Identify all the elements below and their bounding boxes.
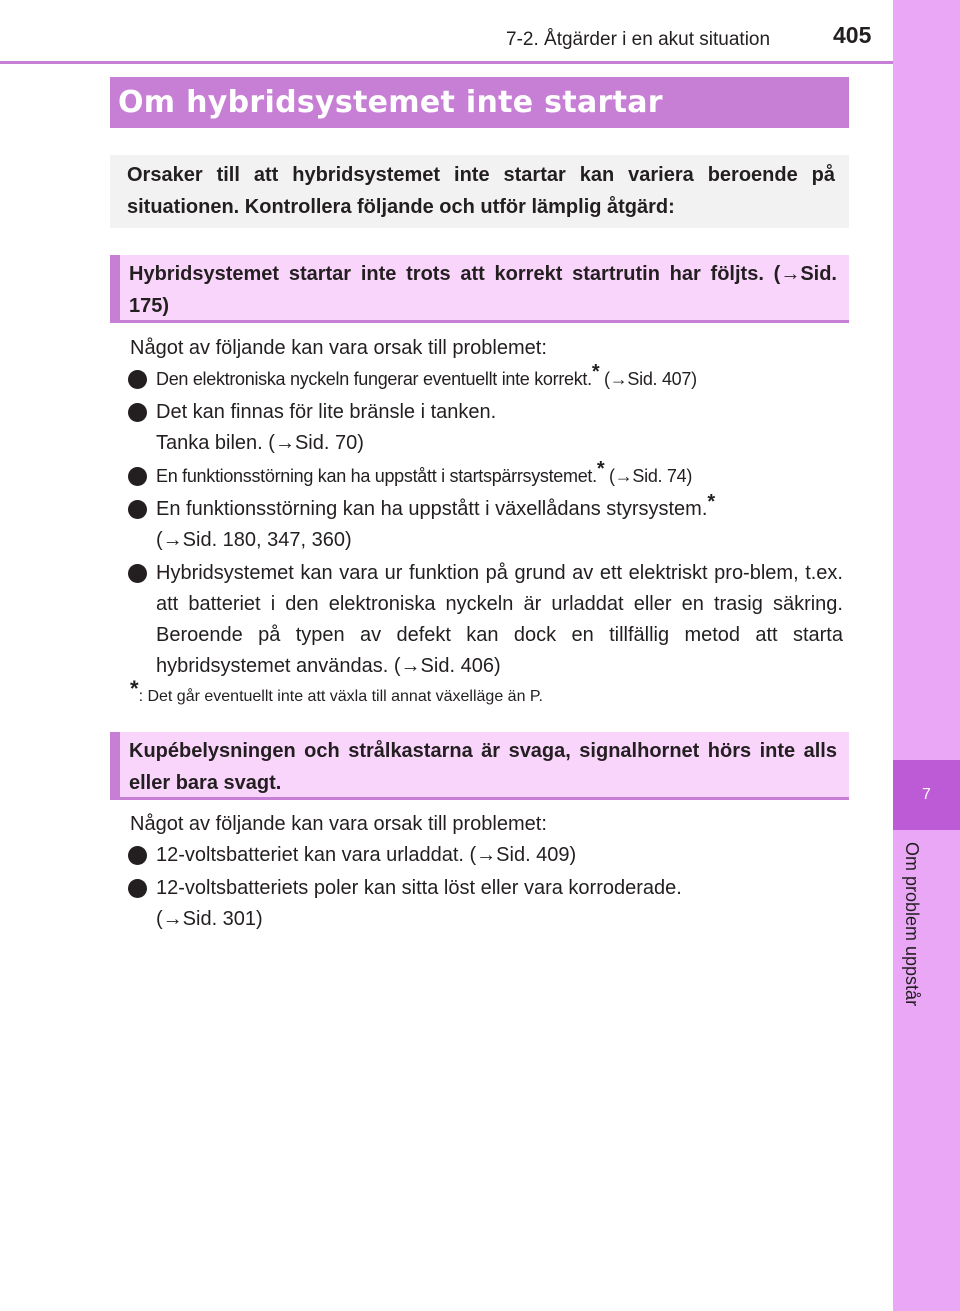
list-item-text: Det kan finnas för lite bränsle i tanken. [156,401,497,423]
bullet-icon [128,467,147,486]
page-title: Om hybridsystemet inte startar [110,77,849,128]
section1-list [128,361,843,684]
footnote-text: : Det går eventuellt inte att växla till annat växelläge än P. [138,688,543,705]
bullet-icon [128,500,147,519]
bullet-icon [128,879,147,898]
list-item-text: En funktionsstörning kan ha uppstått i startspärrsystemet. [156,466,597,486]
section1-lead: Något av följande kan vara orsak till problemet: [130,337,547,359]
list-item [128,361,843,395]
section1-heading-text: Hybridsystemet startar inte trots att korrekt startrutin har följts. [129,263,764,285]
footnote-marker: * [591,361,600,383]
header-rule [0,61,893,64]
chapter-label: Om problem uppstår [902,842,922,1007]
page-number: 405 [833,22,872,48]
chapter-number: 7 [893,760,960,830]
page-reference: (→Sid. 407) [599,369,697,389]
footnote [130,676,543,706]
list-item [128,397,843,459]
list-item-text: Hybridsystemet kan vara ur funktion på grund av ett elektriskt pro-blem, t.ex. att batteriet i den elektroniska nyckeln är urladdat eller en trasig säkring. Beroende på typen av defekt kan dock en tillfällig metod att starta hybridsystemet användas. (→Sid. 406) [156,562,843,677]
list-item [128,458,843,492]
list-item-text-line2: Tanka bilen. (→Sid. 70) [156,432,364,454]
section-breadcrumb: 7-2. Åtgärder i en akut situation [506,29,771,50]
chapter-side-tab [893,0,960,1311]
list-item [128,558,843,682]
list-item-text-line2: (→Sid. 301) [156,908,263,930]
section2-list [128,840,843,937]
list-item [128,840,843,871]
section1-heading [110,255,849,323]
list-item-text: En funktionsstörning kan ha uppstått i växellådans styrsystem. [156,498,708,520]
list-item-text: 12-voltsbatteriet kan vara urladdat. (→Sid. 409) [156,844,577,866]
page-reference: (→Sid. 74) [604,466,693,486]
list-item [128,491,843,556]
bullet-icon [128,564,147,583]
list-item [128,873,843,935]
bullet-icon [128,370,147,389]
list-item-text: Den elektroniska nyckeln fungerar eventuellt inte korrekt. [156,369,592,389]
bullet-icon [128,403,147,422]
list-item-text: 12-voltsbatteriets poler kan sitta löst eller vara korroderade. [156,877,682,899]
footnote-marker: * [707,491,716,513]
section2-lead: Något av följande kan vara orsak till problemet: [130,813,547,835]
list-item-text-line2: (→Sid. 180, 347, 360) [156,529,352,551]
intro-text: Orsaker till att hybridsystemet inte startar kan variera beroende på situationen. Kontrollera följande och utför lämplig åtgärd: [110,155,849,228]
section2-heading: Kupébelysningen och strålkastarna är svaga, signalhornet hörs inte alls eller bara svagt. [110,732,849,800]
footnote-marker: * [130,676,139,701]
bullet-icon [128,846,147,865]
section1-heading-ref: (→Sid. 175) [129,263,837,317]
footnote-marker: * [596,458,605,480]
